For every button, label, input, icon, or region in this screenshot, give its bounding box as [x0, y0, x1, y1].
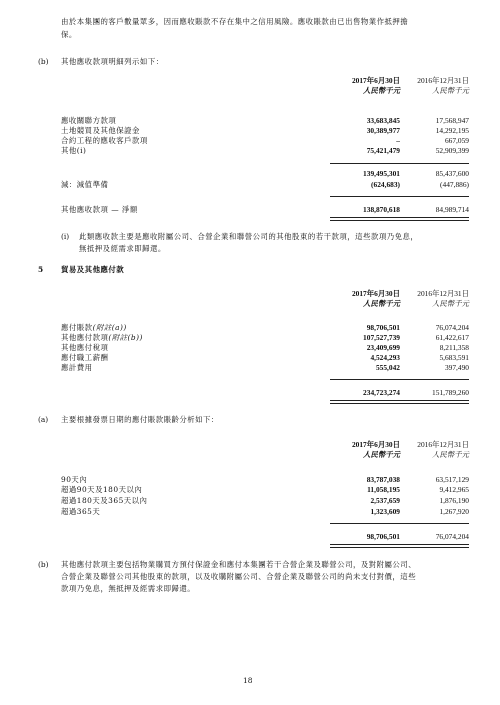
section-b2-line-2: 合營企業及聯營公司其他股東的款項，以及收購附屬公司、合營企業及聯營公司的尚未支付對價，這些 — [61, 572, 417, 581]
total-prior: 84,989,714 — [435, 205, 469, 214]
row-value-prior: 52,909,399 — [435, 146, 469, 155]
total-double-rule-prior — [399, 217, 469, 221]
row-label: 超過365天 — [61, 507, 101, 516]
total-double-rule-current — [330, 217, 400, 221]
total-rule-current — [330, 196, 400, 197]
row-label: 土地競買及其他保證金 — [61, 126, 140, 135]
row-label: 其他(i) — [61, 146, 87, 155]
row-value-current: 75,421,479 — [366, 146, 400, 155]
note-i-line-1: 此類應收款主要是應收附屬公司、合營企業和聯營公司的其他股東的若干款項，這些款項乃免息， — [79, 232, 419, 241]
total-double-rule-prior — [399, 544, 469, 548]
row-label: 應付賬款(附註(a)) — [61, 323, 127, 332]
col1-unit: 人民幣千元 — [363, 86, 400, 95]
less-current: (624,683) — [371, 180, 400, 189]
total-current: 234,723,274 — [363, 388, 400, 397]
col1-date: 2017年6月30日 — [351, 440, 400, 449]
col2-date: 2016年12月31日 — [417, 289, 469, 298]
subtotal-prior: 85,437,600 — [435, 169, 469, 178]
row-label: 其他應付稅項 — [61, 343, 109, 352]
row-value-current: 4,524,293 — [370, 353, 400, 362]
row-value-current: 2,537,659 — [370, 496, 400, 505]
row-value-current: 33,683,845 — [366, 116, 400, 125]
col1-date: 2017年6月30日 — [351, 76, 400, 85]
row-value-prior: 397,490 — [444, 363, 469, 372]
section-a-marker: (a) — [38, 415, 49, 424]
row-value-prior: 76,074,204 — [435, 323, 469, 332]
total-rule-prior — [399, 523, 469, 524]
page-number: 18 — [243, 676, 253, 685]
row-value-current: 107,527,739 — [363, 333, 400, 342]
row-label: 應付職工薪酬 — [61, 353, 109, 362]
total-rule-current — [330, 523, 400, 524]
row-label: 合約工程的應收客戶款項 — [61, 136, 148, 145]
section-b2-line-1: 其他應付款項主要包括物業購買方預付保證金和應付本集團若干合營企業及聯營公司，及對附屬公司、 — [61, 560, 417, 569]
total-double-rule-prior — [399, 400, 469, 404]
note-i-marker: (i) — [61, 232, 70, 241]
row-label: 應計費用 — [61, 363, 93, 372]
note-i-line-2: 無抵押及經需求即歸還。 — [79, 244, 166, 253]
row-value-prior: 1,267,920 — [439, 507, 469, 516]
col2-unit: 人民幣千元 — [432, 299, 469, 308]
section-b2-line-3: 款項乃免息，無抵押及經需求即歸還。 — [61, 584, 196, 593]
section-5-number: 5 — [38, 265, 44, 274]
row-label: 90天內 — [61, 475, 88, 484]
row-value-current: 555,042 — [375, 363, 400, 372]
less-label: 減：減值準備 — [61, 180, 109, 189]
total-double-rule-current — [330, 400, 400, 404]
subtotal-rule-current — [330, 163, 400, 164]
row-value-current: 1,323,609 — [370, 507, 400, 516]
row-value-prior: 8,211,358 — [439, 343, 469, 352]
row-value-prior: 61,422,617 — [435, 333, 469, 342]
row-value-prior: 63,517,129 — [435, 475, 469, 484]
row-value-prior: 17,568,947 — [435, 116, 469, 125]
row-value-current: 30,389,977 — [366, 126, 400, 135]
total-rule-prior — [399, 196, 469, 197]
section-b-marker: (b) — [38, 57, 49, 66]
subtotal-current: 139,495,301 — [363, 169, 400, 178]
row-value-prior: 14,292,195 — [435, 126, 469, 135]
col1-unit: 人民幣千元 — [363, 299, 400, 308]
total-double-rule-current — [330, 544, 400, 548]
section-b-heading: 其他應收款項明細列示如下： — [61, 57, 164, 66]
row-value-current: 98,706,501 — [366, 323, 400, 332]
subtotal-rule-prior — [399, 163, 469, 164]
section-a-heading: 主要根據發票日期的應付賬款賬齡分析如下： — [61, 415, 219, 424]
total-rule-prior — [399, 379, 469, 380]
col2-unit: 人民幣千元 — [432, 450, 469, 459]
row-value-current: – — [396, 136, 400, 145]
row-label: 超過90天及180天以內 — [61, 485, 143, 494]
row-value-current: 11,058,195 — [367, 485, 400, 494]
row-label: 應收關聯方款項 — [61, 116, 117, 125]
col1-unit: 人民幣千元 — [363, 450, 400, 459]
section-b2-marker: (b) — [38, 560, 49, 569]
total-label: 其他應收款項 — 淨額 — [61, 205, 138, 214]
row-label: 超過180天及365天以內 — [61, 496, 148, 505]
section-5-title: 貿易及其他應付款 — [61, 265, 125, 274]
total-prior: 76,074,204 — [435, 532, 469, 541]
row-label: 其他應付款項(附註(b)) — [61, 333, 143, 342]
col1-date: 2017年6月30日 — [351, 289, 400, 298]
row-value-prior: 5,683,591 — [439, 353, 469, 362]
total-rule-current — [330, 379, 400, 380]
total-current: 138,870,618 — [363, 205, 400, 214]
total-prior: 151,789,260 — [432, 388, 469, 397]
row-value-current: 23,409,699 — [366, 343, 400, 352]
col2-date: 2016年12月31日 — [417, 440, 469, 449]
row-value-prior: 667,059 — [444, 136, 469, 145]
row-value-current: 83,787,038 — [366, 475, 400, 484]
row-value-prior: 9,412,965 — [439, 485, 469, 494]
less-prior: (447,886) — [440, 180, 469, 189]
row-value-prior: 1,876,190 — [439, 496, 469, 505]
intro-line-2: 保。 — [61, 30, 77, 39]
col2-unit: 人民幣千元 — [432, 86, 469, 95]
total-current: 98,706,501 — [366, 532, 400, 541]
col2-date: 2016年12月31日 — [417, 76, 469, 85]
intro-line-1: 由於本集團的客戶數量眾多，因而應收賬款不存在集中之信用風險。應收賬款由已出售物業作抵押擔 — [61, 17, 409, 26]
